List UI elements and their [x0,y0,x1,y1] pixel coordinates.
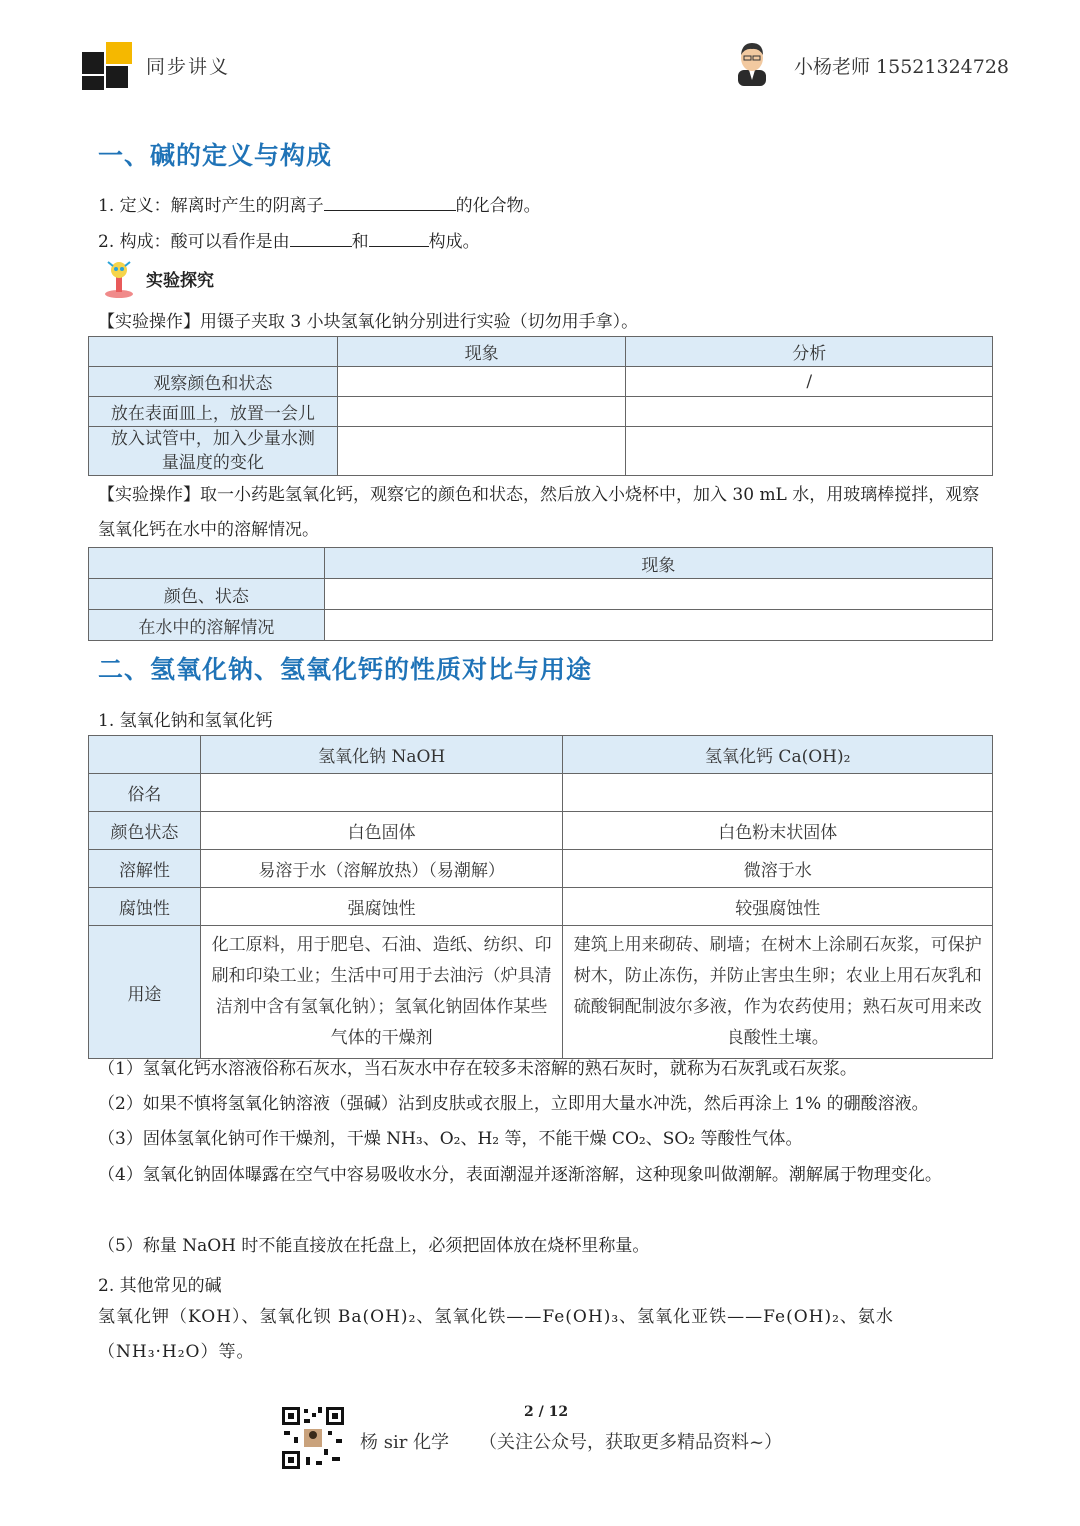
experiment-op1: 【实验操作】用镊子夹取 3 小块氢氧化钠分别进行实验（切勿用手拿）。 [98,312,639,332]
qr-code-icon [280,1405,346,1471]
table-header-row: 氢氧化钠 NaOH 氢氧化钙 Ca(OH)₂ [89,736,993,774]
page-number: 2 / 12 [524,1404,569,1420]
table-row: 颜色、状态 [89,579,993,610]
page-header [0,0,1080,110]
composition-line: 2. 构成：酸可以看作是由 和 构成。 [98,232,480,252]
section1-heading: 一、碱的定义与构成 [98,141,333,170]
table-header-row: 现象 分析 [89,337,993,367]
note-2: （2）如果不慎将氢氧化钠溶液（强碱）沾到皮肤或衣服上，立即用大量水冲洗，然后再涂上 1% 的硼酸溶液。 [98,1094,929,1114]
teacher-avatar-icon [732,40,772,86]
table-row: 放入试管中，加入少量水测量温度的变化 [89,427,993,476]
table-header-row: 现象 [89,548,993,579]
footer-text [360,1428,782,1454]
note-4: （4）氢氧化钠固体曝露在空气中容易吸收水分，表面潮湿并逐渐溶解，这种现象叫做潮解。潮解属于物理变化。 [98,1165,942,1185]
teacher-contact: 小杨老师 15521324728 [794,56,1010,78]
experiment-icon [100,258,138,298]
subheading-2: 2. 其他常见的碱 [98,1276,222,1296]
note-3: （3）固体氢氧化钠可作干燥剂，干燥 NH₃、O₂、H₂ 等，不能干燥 CO₂、SO₂ 等酸性气体。 [98,1129,803,1149]
definition-line: 1. 定义：解离时产生的阴离子 的化合物。 [98,196,541,216]
table-row: 俗名 [89,774,993,812]
table-row: 颜色状态 白色固体 白色粉末状固体 [89,812,993,850]
other-bases: 氢氧化钾（KOH）、氢氧化钡 Ba(OH)₂、氢氧化铁——Fe(OH)₃、氢氧化亚铁——Fe(OH)₂、氨水（NH₃·H₂O）等。 [98,1307,894,1362]
table-caoh2-experiment [88,547,993,641]
header-title: 同步讲义 [146,56,231,78]
experiment-title: 实验探究 [146,271,214,291]
subheading-1: 1. 氢氧化钠和氢氧化钙 [98,711,273,731]
section2-heading: 二、氢氧化钠、氢氧化钙的性质对比与用途 [98,655,593,684]
table-row: 腐蚀性 强腐蚀性 较强腐蚀性 [89,888,993,926]
experiment-op2: 【实验操作】取一小药匙氢氧化钙，观察它的颜色和状态，然后放入小烧杯中，加入 30 mL 水，用玻璃棒搅拌，观察氢氧化钙在水中的溶解情况。 [98,485,980,540]
footer-slogan: （关注公众号，获取更多精品资料~） [479,1432,783,1453]
table-row: 用途 化工原料，用于肥皂、石油、造纸、纺织、印刷和印染工业；生活中可用于去油污（炉具清洁剂中含有氢氧化钠）；氢氧化钠固体作某些气体的干燥剂 建筑上用来砌砖、刷墙；在树木上涂刷石灰浆，可保护树木，防止冻伤，并防止害虫生卵；农业上用石灰乳和硫酸铜配制波尔多液，作为农药使用；熟石灰可用来改良酸性土壤。 [89,926,993,1059]
table-comparison [88,735,993,1059]
table-naoh-experiment [88,336,993,476]
table-row: 观察颜色和状态 / [89,367,993,397]
note-5: （5）称量 NaOH 时不能直接放在托盘上，必须把固体放在烧杯里称量。 [98,1236,650,1256]
table-row: 放在表面皿上，放置一会儿 [89,397,993,427]
table-row: 在水中的溶解情况 [89,610,993,641]
table-row: 溶解性 易溶于水（溶解放热）（易潮解） 微溶于水 [89,850,993,888]
footer-brand: 杨 sir 化学 [360,1432,450,1453]
note-1: （1）氢氧化钙水溶液俗称石灰水，当石灰水中存在较多未溶解的熟石灰时，就称为石灰乳或石灰浆。 [98,1059,857,1079]
logo-icon [82,42,136,88]
